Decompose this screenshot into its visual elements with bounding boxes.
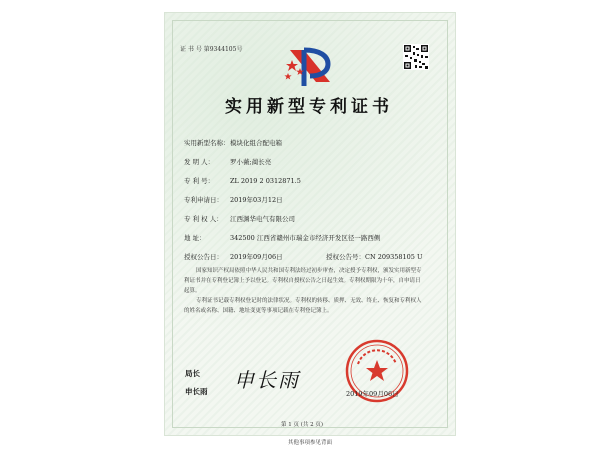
field-label: 实用新型名称： <box>184 139 230 147</box>
paragraph-grant: 国家知识产权局依照中华人民共和国专利法经过初步审查，决定授予专利权，颁发实用新型专利证书并在专利登记簿上予以登记。专利权自授权公告之日起生效。专利权期限为十年，自申请日起算。 <box>184 268 422 294</box>
field-label: 授权公告日： <box>184 253 223 261</box>
field-value: 罗小薇;蔺长亮 <box>230 158 272 166</box>
field-patentee <box>184 214 295 223</box>
field-label: 地 址： <box>184 234 206 242</box>
field-value: 江西渊华电气有限公司 <box>230 215 295 223</box>
page-number: 第 1 页 (共 2 页) <box>281 422 324 428</box>
paragraph-legal-status: 专利证书记载专利权登记时的法律状况。专利权的转移、质押、无效、终止、恢复和专利权人的姓名或名称、国籍、地址变更等事项记载在专利登记簿上。 <box>184 298 422 314</box>
field-patent-number <box>184 176 301 185</box>
field-application-date <box>184 195 283 204</box>
field-value: ZL 2019 2 0312871.5 <box>230 177 301 185</box>
field-value: 342500 江西省赣州市瑞金市经济开发区径一路西侧 <box>230 234 381 242</box>
certificate-title: 实用新型专利证书 <box>225 97 393 117</box>
field-grant-date <box>184 252 423 261</box>
field-inventors <box>184 157 271 166</box>
qr-code-icon <box>403 44 429 70</box>
field-label: 发 明 人： <box>184 158 215 166</box>
field-label: 专 利 号： <box>184 177 215 185</box>
field-value: 2019年03月12日 <box>230 196 283 204</box>
signature: 申长雨 <box>234 368 300 392</box>
field-grant-number: 授权公告号：CN 209358105 U <box>326 253 423 261</box>
field-value: 模块化组合配电箱 <box>230 139 282 147</box>
footer-note: 其他事项参见背面 <box>287 440 332 446</box>
field-value: 2019年09月06日 <box>230 253 283 261</box>
seal-date: 2019年09月06日 <box>346 390 399 398</box>
cnipa-logo-icon <box>284 42 336 88</box>
field-label: 专利申请日： <box>184 196 223 204</box>
field-address <box>184 233 380 242</box>
certificate-number: 证 书 号 第9344105号 <box>180 46 243 53</box>
signatory-name: 申长雨 <box>185 387 208 396</box>
field-label: 专 利 权 人： <box>184 215 223 223</box>
field-utility-model-name <box>184 138 282 147</box>
signatory-title: 局长 <box>185 369 200 378</box>
